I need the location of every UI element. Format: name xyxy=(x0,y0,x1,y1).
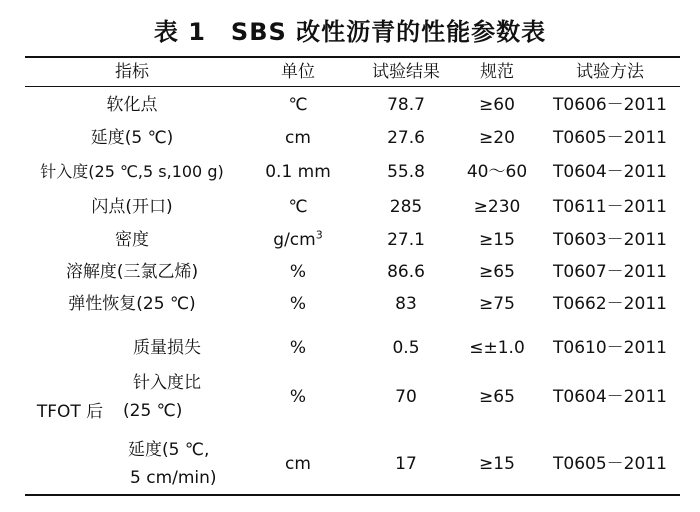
cell-result: 17 xyxy=(395,454,417,474)
cell-method: T0604－2011 xyxy=(553,387,667,407)
cell-result: 78.7 xyxy=(387,95,425,115)
cell-result: 83 xyxy=(395,294,417,314)
cell-spec: ≥65 xyxy=(479,262,515,282)
header-unit: 单位 xyxy=(281,62,315,82)
cell-spec: ≥230 xyxy=(473,197,521,217)
cell-method: T0606－2011 xyxy=(553,95,667,115)
table-title: 表 1 SBS 改性沥青的性能参数表 xyxy=(153,18,547,46)
cell-index: 闪点(开口) xyxy=(91,197,173,217)
cell-unit: % xyxy=(289,338,307,358)
cell-result: 0.5 xyxy=(392,338,420,358)
cell-index-line2: (25 ℃) xyxy=(123,401,183,421)
cell-result: 86.6 xyxy=(387,262,425,282)
header-index: 指标 xyxy=(115,62,149,82)
cell-method: T0604－2011 xyxy=(553,162,667,182)
cell-method: T0607－2011 xyxy=(553,262,667,282)
cell-spec: ≥65 xyxy=(479,387,515,407)
cell-unit: cm xyxy=(285,128,311,148)
cell-index: 针入度(25 ℃,5 s,100 g) xyxy=(40,162,224,181)
cell-result: 70 xyxy=(395,387,417,407)
cell-index: 延度(5 ℃) xyxy=(90,128,174,148)
cell-method: T0611－2011 xyxy=(553,197,667,217)
cell-method: T0603－2011 xyxy=(553,230,667,250)
cell-spec: 40～60 xyxy=(466,162,528,182)
header-result: 试验结果 xyxy=(372,62,440,82)
cell-method: T0605－2011 xyxy=(553,128,667,148)
unit-superscript: 3 xyxy=(315,228,323,242)
cell-unit: ℃ xyxy=(288,197,308,217)
cell-index: 溶解度(三氯乙烯) xyxy=(65,262,199,282)
tfot-group-label: TFOT 后 xyxy=(36,402,104,422)
cell-result: 285 xyxy=(389,197,423,217)
cell-index-line2: 5 cm/min) xyxy=(130,468,217,488)
cell-result: 27.1 xyxy=(387,230,425,250)
unit-base: g/cm xyxy=(273,230,316,250)
cell-unit: % xyxy=(289,387,307,407)
cell-spec: ≥15 xyxy=(479,230,515,250)
cell-spec: ≥60 xyxy=(479,95,515,115)
cell-unit xyxy=(273,229,322,251)
cell-spec: ≥75 xyxy=(479,294,515,314)
cell-spec: ≤±1.0 xyxy=(469,338,525,358)
cell-index: 软化点 xyxy=(106,95,158,115)
cell-result: 27.6 xyxy=(387,128,425,148)
cell-spec: ≥15 xyxy=(479,454,515,474)
cell-index: 质量损失 xyxy=(133,338,201,358)
cell-index: 弹性恢复(25 ℃) xyxy=(68,294,196,314)
cell-unit: cm xyxy=(285,454,311,474)
cell-unit: % xyxy=(289,262,307,282)
bottom-rule xyxy=(25,494,680,496)
cell-method: T0662－2011 xyxy=(553,294,667,314)
cell-unit: % xyxy=(289,294,307,314)
cell-spec: ≥20 xyxy=(479,128,515,148)
top-rule xyxy=(25,56,680,58)
cell-unit: ℃ xyxy=(288,95,308,115)
cell-index-line1: 针入度比 xyxy=(133,373,201,393)
cell-method: T0610－2011 xyxy=(553,338,667,358)
cell-index-line1: 延度(5 ℃, xyxy=(128,440,210,460)
header-rule xyxy=(25,86,680,87)
cell-method: T0605－2011 xyxy=(553,454,667,474)
cell-unit: 0.1 mm xyxy=(265,162,331,182)
cell-index: 密度 xyxy=(115,230,149,250)
header-method: 试验方法 xyxy=(576,62,644,82)
header-spec: 规范 xyxy=(480,62,514,82)
cell-result: 55.8 xyxy=(387,162,425,182)
